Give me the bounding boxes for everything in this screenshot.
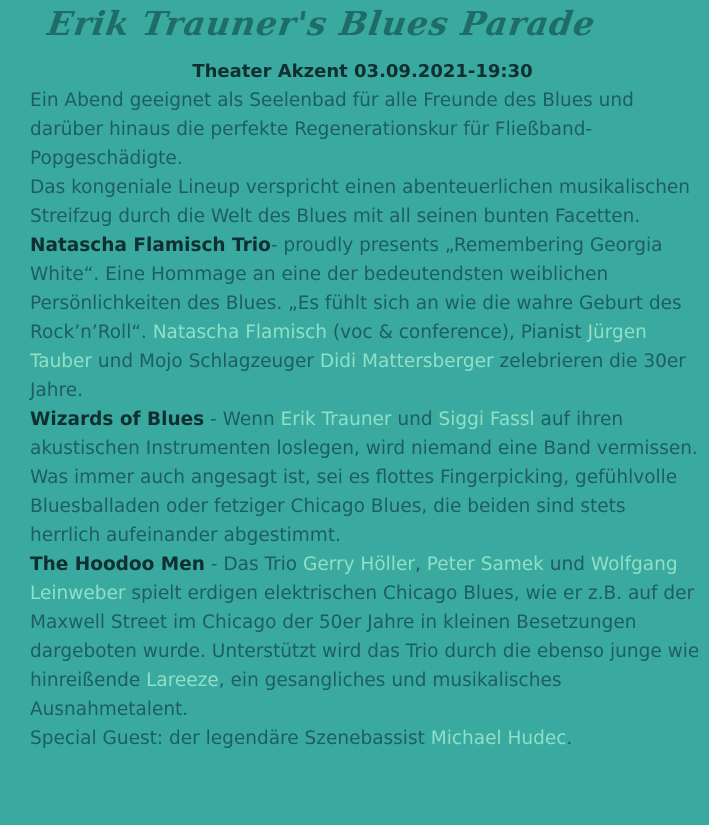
band-the-hoodoo-men xyxy=(30,550,700,724)
band-text: und Mojo Schlagzeuger xyxy=(92,351,320,372)
event-description xyxy=(30,86,700,753)
band-wizards-of-blues xyxy=(30,405,700,550)
band-text: spielt erdigen elektrischen Chicago Blues, wie er z.B. auf der Maxwell Street im Chicago der 50er Jahre in kleinen Besetzungen dargeboten wurde. Unterstützt wird das Trio durch die ebenso junge wie hinreißende xyxy=(30,583,700,691)
band-text: - proudly presents „Remembering Georgia White“. Eine Hommage an eine der bedeutendsten weiblichen Persönlichkeiten des Blues. „Es fühlt sich an wie die wahre Geburt des Rock’n’Roll“. xyxy=(30,235,682,343)
band-natascha-flamisch-trio xyxy=(30,231,700,405)
musician-name: Michael Hudec xyxy=(430,728,567,749)
band-name: Natascha Flamisch Trio xyxy=(30,235,271,256)
band-text: (voc & conference), Pianist xyxy=(327,322,588,343)
page-title: Erik Trauner's Blues Parade xyxy=(45,4,599,43)
band-text: auf ihren akustischen Instrumenten loslegen, wird niemand eine Band vermissen. Was immer auch angesagt ist, sei es flottes Fingerpicking, gefühlvolle Bluesballaden oder fetziger Chicago Blues, die beiden sind stets herrlich aufeinander abgestimmt. xyxy=(30,409,698,546)
band-name: The Hoodoo Men xyxy=(30,554,205,575)
special-guest xyxy=(30,724,700,753)
musician-name: Jürgen Tauber xyxy=(30,322,647,372)
musician-name: Natascha Flamisch xyxy=(152,322,328,343)
band-text: zelebrieren die 30er Jahre. xyxy=(30,351,686,401)
intro-paragraph: Ein Abend geeignet als Seelenbad für alle Freunde des Blues und darüber hinaus die perfekte Regenerationskur für Fließband-Popgeschädigte. xyxy=(30,90,634,169)
band-name: Wizards of Blues xyxy=(30,409,205,430)
musician-name: Erik Trauner xyxy=(280,409,392,430)
band-text: - Das Trio xyxy=(204,554,303,575)
band-text: und xyxy=(543,554,591,575)
band-text: , ein gesangliches und musikalisches Ausnahmetalent. xyxy=(30,670,562,720)
band-text: und xyxy=(391,409,439,430)
guest-text: Special Guest: der legendäre Szenebassist xyxy=(30,728,431,749)
musician-name: Wolfgang Leinweber xyxy=(30,554,678,604)
band-text: - Wenn xyxy=(204,409,281,430)
musician-name: Siggi Fassl xyxy=(438,409,535,430)
band-text: , xyxy=(414,554,427,575)
musician-name: Lareeze xyxy=(146,670,219,691)
event-date-venue: Theater Akzent 03.09.2021-19:30 xyxy=(192,61,533,82)
musician-name: Didi Mattersberger xyxy=(319,351,494,372)
musician-name: Gerry Höller xyxy=(303,554,415,575)
lineup-paragraph: Das kongeniale Lineup verspricht einen abenteuerlichen musikalischen Streifzug durch die Welt des Blues mit all seinen bunten Facetten. xyxy=(30,177,691,227)
musician-name: Peter Samek xyxy=(426,554,544,575)
guest-text: . xyxy=(566,728,573,749)
